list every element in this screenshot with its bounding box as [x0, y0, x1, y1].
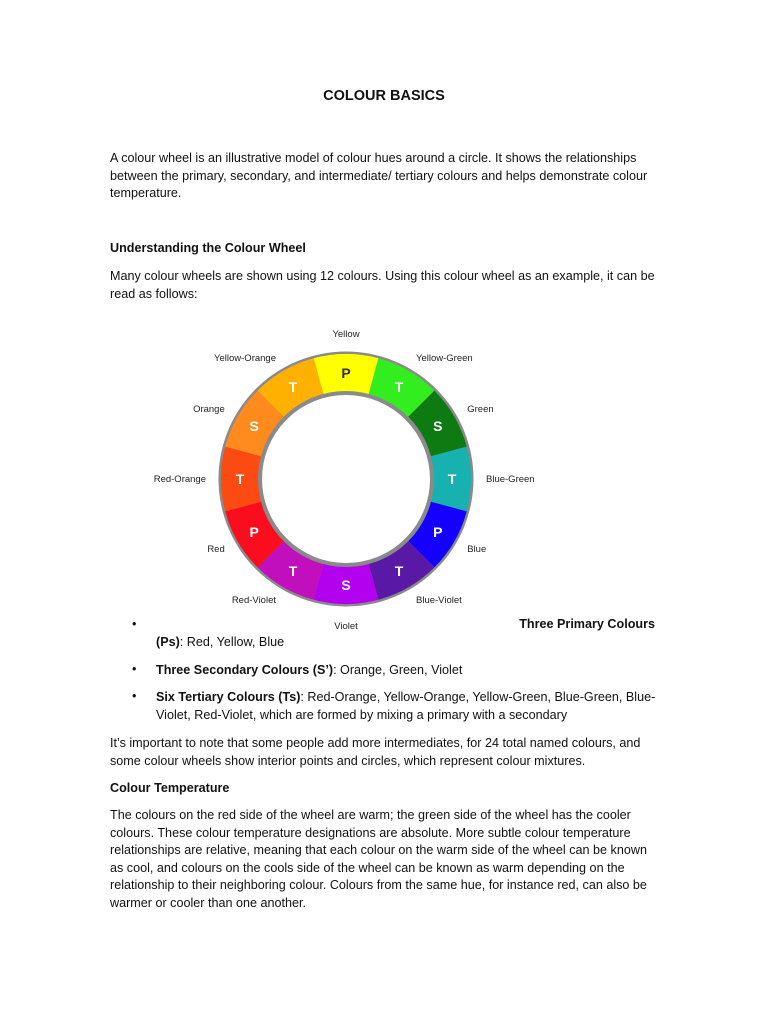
wheel-label-orange: Orange: [193, 404, 225, 415]
bullet-1-text: : Red, Yellow, Blue: [179, 635, 285, 649]
wheel-label-red-violet: Red-Violet: [231, 595, 276, 607]
wheel-code-red-violet: T: [288, 562, 298, 579]
wheel-code-violet: S: [341, 577, 351, 593]
wheel-code-red: P: [249, 524, 259, 540]
intro-paragraph: A colour wheel is an illustrative model of colour hues around a circle. It shows the relationships between the primary, secondary, and intermediate/ tertiary colours and helps demonstrate colour temperature.: [110, 151, 648, 201]
wheel-inner-circle: [260, 393, 432, 565]
wheel-code-orange: S: [249, 418, 259, 434]
wheel-label-blue-violet: Blue-Violet: [416, 595, 462, 607]
bullet-1-term-right: Three Primary Colours: [519, 617, 655, 631]
bullet-1-term: (Ps): [156, 635, 180, 649]
wheel-label-yellow-green: Yellow-Green: [416, 352, 473, 364]
wheel-label-violet: Violet: [334, 621, 358, 632]
wheel-code-green: S: [433, 418, 443, 434]
bullet-3-term: Six Tertiary Colours (Ts): [156, 690, 301, 704]
wheel-code-blue: P: [433, 524, 443, 540]
bullet-3-text: : Red-Orange, Yellow-Orange, Yellow-Green, Blue-Green, Blue-Violet, Red-Violet, which are formed by mixing a primary with a secondary: [156, 690, 656, 722]
bullet-dot: •: [132, 617, 137, 631]
bullet-dot: •: [132, 689, 137, 703]
wheel-code-red-orange: T: [235, 471, 245, 487]
wheel-label-green: Green: [467, 404, 494, 415]
wheel-code-blue-green: T: [447, 471, 457, 487]
wheel-label-blue-green: Blue-Green: [486, 474, 535, 485]
note-paragraph: It’s important to note that some people add more intermediates, for 24 total named colours, and some colour wheels show interior points and circles, which represent colour mixtures.: [110, 736, 641, 768]
section-paragraph-colour-wheel: Many colour wheels are shown using 12 colours. Using this colour wheel as an example, it can be read as follows:: [110, 269, 655, 301]
wheel-code-yellow-green: T: [394, 379, 404, 396]
bullet-2-term: Three Secondary Colours (S’): [156, 663, 334, 677]
bullet-2-line: [156, 662, 656, 680]
wheel-label-yellow: Yellow: [332, 329, 360, 340]
section-paragraph-colour-temperature: The colours on the red side of the wheel are warm; the green side of the wheel has the cooler colours. These colour temperature designations are absolute. More subtle colour temperature relationships are relative, meaning that each colour on the warm side of the wheel can be known as cool, and colours on the cools side of the wheel can be known as warm depending on the relationship to their neighboring colour. Colours from the same hue, for instance red, can also be warmer or cooler than one another.: [110, 808, 647, 910]
bullet-2-text: : Orange, Green, Violet: [333, 663, 463, 677]
colour-wheel-diagram: [150, 329, 535, 632]
bullet-dot: •: [132, 662, 137, 676]
wheel-code-blue-violet: T: [394, 562, 404, 579]
wheel-code-yellow: P: [341, 365, 351, 381]
section-heading-colour-temperature: Colour Temperature: [110, 781, 230, 795]
wheel-label-blue: Blue: [467, 544, 487, 555]
wheel-label-yellow-orange: Yellow-Orange: [214, 352, 276, 364]
bullet-1-line: [156, 634, 656, 652]
page-title: COLOUR BASICS: [323, 88, 445, 104]
bullet-3-line: [156, 689, 656, 724]
section-heading-colour-wheel: Understanding the Colour Wheel: [110, 241, 306, 255]
wheel-code-yellow-orange: T: [288, 379, 298, 396]
wheel-label-red-orange: Red-Orange: [153, 474, 206, 485]
wheel-label-red: Red: [207, 544, 225, 555]
